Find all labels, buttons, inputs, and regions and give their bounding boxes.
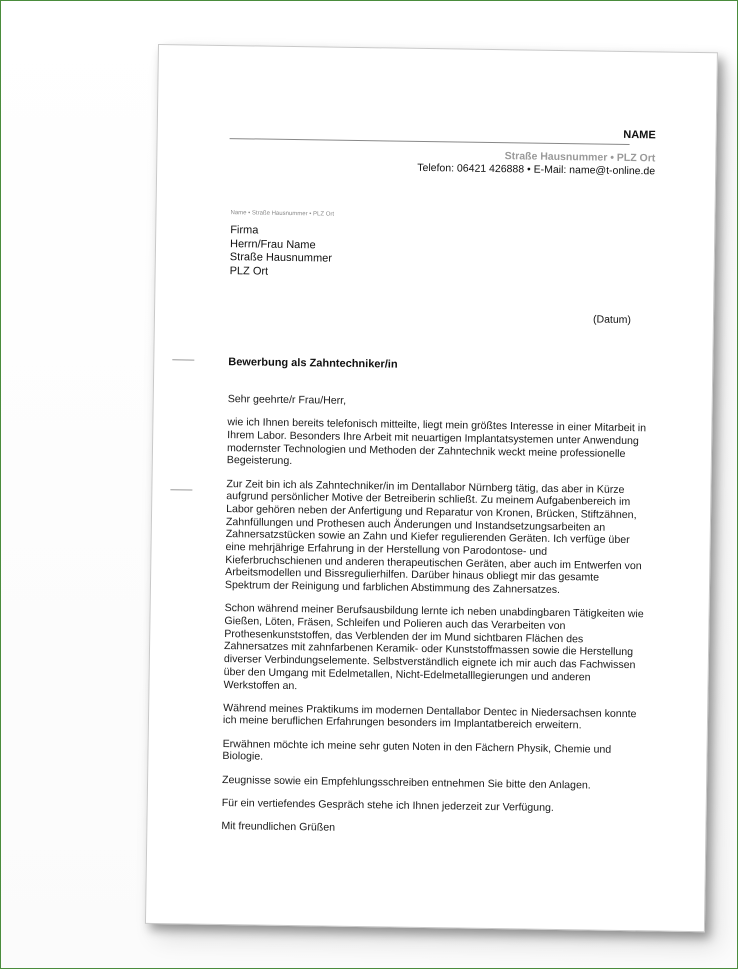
letter-page	[145, 44, 718, 932]
recipient-address	[230, 224, 333, 280]
letter-body	[221, 393, 648, 849]
closing: Mit freundlichen Grüßen	[221, 820, 336, 834]
letterhead-name: NAME	[623, 128, 656, 142]
body-paragraph: Schon während meiner Berufsausbildung lernte ich neben unabdingbaren Tätigkeiten wie Gießen, Löten, Fräsen, Schleifen und Polieren auch das Verarbeiten von Prothesenkunststoffen, das Verblenden der im Mund sichtbaren Flächen des Zahnersatzes mit zahnfarbenen Keramik- oder Kunststoffmassen sowie die Herstellung diverser Verbindungselemente. Selbstverständlich eignete ich mir auch das Fachwissen über den Umgang mit Edelmetallen, Nicht-Edelmetalllegierungen und anderen Werkstoffen an.	[223, 602, 644, 692]
body-paragraph: Während meines Praktikums im modernen Dentallabor Dentec in Niedersachsen konnte ich meine beruflichen Erfahrungen besonders im Implantatbereich erweitern.	[222, 701, 637, 732]
body-paragraph: Zur Zeit bin ich als Zahntechniker/in im Dentallabor Nürnberg tätig, das aber in Kürze aufgrund persönlicher Motive der Betreiberin schließt. Zu meinem Aufgabenbereich im Labor gehören neben der Anfertigung und Reparatur von Kronen, Brücken, Stiftzähnen, Zahnfüllungen und Prothesen auch Änderungen und Instandsetzungsarbeiten an Zahnersatzstücken sowie an Zahn und Kiefer regulierenden Geräten. Ich verfüge über eine mehrjährige Erfahrung in der Herstellung von Parodontose- und Kieferbruchschienen und anderen therapeutischen Geräten, aber auch im Entwerfen von Arbeitsmodellen und Bissregulierhilfen. Darüber hinaus obliegt mir das gesamte Spektrum der Reinigung und farblichen Abstimmung des Zahnersatzes.	[224, 477, 642, 597]
recipient-name: Herrn/Frau Name	[229, 237, 316, 251]
fold-mark	[172, 359, 194, 360]
body-paragraph: wie ich Ihnen bereits telefonisch mitteilte, liegt mein größtes Interesse in einer Mitarbeit in Ihrem Labor. Besonders Ihre Arbeit mit neuartigen Implantatsystemen unter Anwendung modernster Technologien und Methoden der Zahntechnik weckt meine professionelle Begeisterung.	[226, 416, 647, 468]
salutation: Sehr geehrte/r Frau/Herr,	[227, 393, 347, 407]
letter-date: (Datum)	[592, 313, 632, 327]
letterhead-contact: Telefon: 06421 426888 • E-Mail: name@t-online.de	[417, 161, 656, 178]
body-paragraph: Für ein vertiefendes Gespräch stehe ich Ihnen jederzeit zur Verfügung.	[221, 796, 554, 814]
letterhead-rule	[230, 138, 630, 145]
sender-return-line: Name • Straße Hausnummer • PLZ Ort	[230, 210, 335, 218]
body-paragraph: Erwähnen möchte ich meine sehr guten Noten in den Fächern Physik, Chemie und Biologie.	[222, 737, 612, 764]
letter-subject: Bewerbung als Zahntechniker/in	[228, 356, 398, 371]
fold-mark	[170, 489, 192, 490]
body-paragraph: Zeugnisse sowie ein Empfehlungsschreiben entnehmen Sie bitte den Anlagen.	[222, 773, 591, 792]
recipient-city: PLZ Ort	[229, 264, 269, 278]
recipient-street: Straße Hausnummer	[229, 251, 333, 265]
letterhead-address: Straße Hausnummer • PLZ Ort	[504, 150, 656, 165]
recipient-company: Firma	[230, 224, 259, 237]
document-preview	[145, 44, 718, 932]
